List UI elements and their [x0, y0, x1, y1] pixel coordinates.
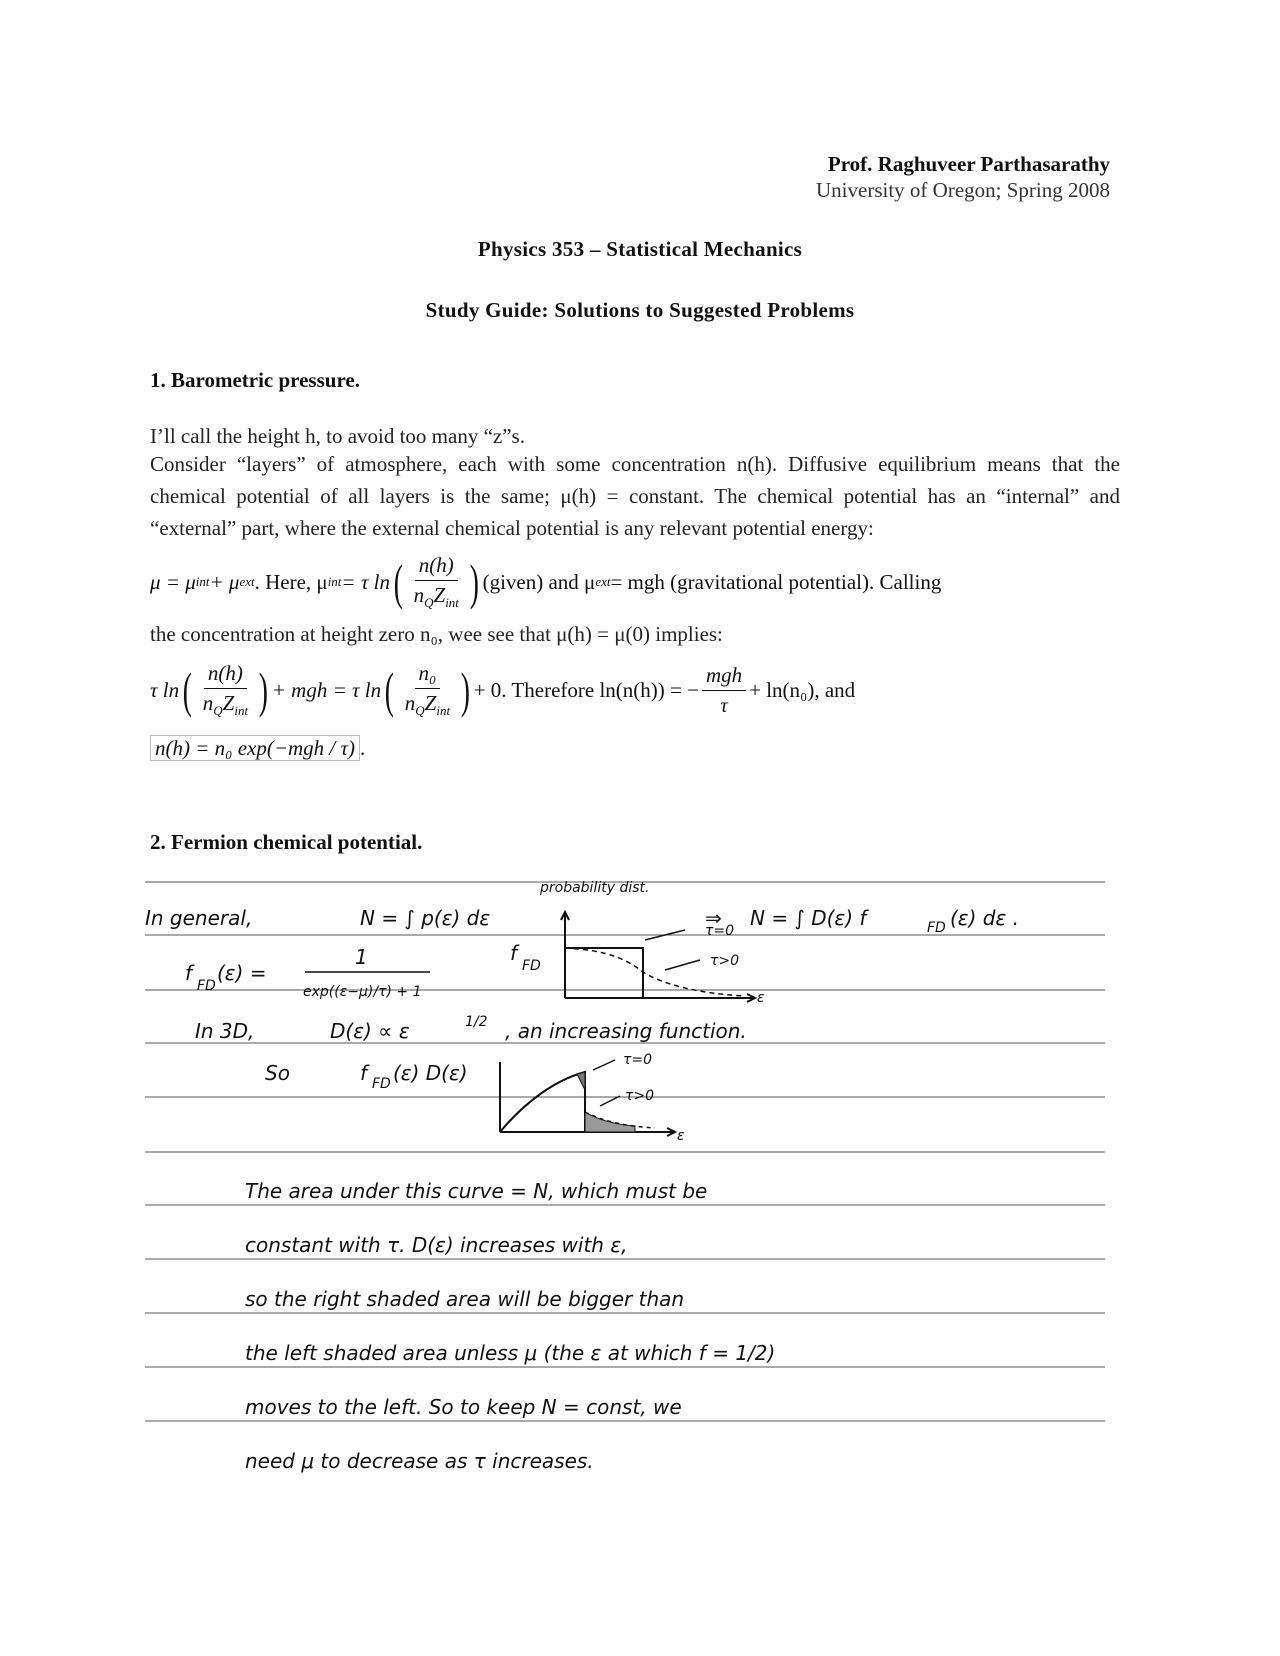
note-line-6: constant with τ. D(ε) increases with ε, [245, 1233, 628, 1257]
fraction-n0-over-nqz [401, 661, 454, 719]
eq1-lhs: μ = μ [150, 569, 196, 594]
note-n-dos-integral: N = ∫ D(ε) f [750, 906, 867, 930]
den2-z: Z [222, 690, 235, 715]
left-paren: ( [393, 554, 403, 610]
den2-q: Q [213, 703, 223, 719]
eq2-end: + ln(n₀), and [749, 677, 856, 702]
note-line-7: so the right shaded area will be bigger than [245, 1287, 685, 1311]
equation-equilibrium [150, 660, 855, 720]
note-graph2-t0: τ=0 [623, 1052, 653, 1068]
den-n: n [413, 582, 425, 607]
eq1-ext-sub-2: ext [595, 574, 611, 589]
den-z: Z [433, 582, 446, 607]
author-name: Prof. Raghuveer Parthasarathy [827, 152, 1110, 176]
note-so: So [265, 1061, 290, 1085]
note-graph1-t0: τ=0 [705, 923, 735, 939]
left-paren-2: ( [182, 662, 193, 718]
eq1-int-sub: int [195, 574, 210, 589]
graph2-pointer-1 [593, 1060, 615, 1070]
note-line-10: need μ to decrease as τ increases. [245, 1449, 594, 1473]
fraction-nh-over-nqz-2 [199, 661, 252, 719]
result-equation [150, 736, 365, 761]
note-half-power: 1/2 [465, 1014, 488, 1030]
section-1-paragraph-3: the concentration at height zero n₀, wee see that μ(h) = μ(0) implies: [150, 622, 723, 646]
section-1-heading: 1. Barometric pressure. [150, 368, 360, 392]
note-graph1-fd-sub: FD [522, 958, 541, 974]
guide-title: Study Guide: Solutions to Suggested Problems [425, 298, 855, 322]
note-in-general: In general, [145, 906, 253, 930]
graph1-pointer-2 [665, 960, 700, 970]
den3-int: int [436, 703, 451, 719]
note-graph2-eps: ε [677, 1128, 685, 1144]
note-line-8: the left shaded area unless μ (the ε at which f = 1/2) [245, 1341, 776, 1365]
graph2-shade-left [577, 1072, 585, 1090]
note-line-9: moves to the left. So to keep N = const, we [245, 1395, 682, 1419]
author-affiliation: University of Oregon; Spring 2008 [816, 178, 1110, 202]
left-paren-3: ( [384, 662, 395, 718]
eq1-given: (given) and μ [482, 569, 596, 594]
result-period: . [360, 736, 366, 760]
fraction4-numerator: mgh [702, 663, 746, 691]
den3-q: Q [415, 703, 425, 719]
fraction3-numerator: n₀ [415, 661, 441, 689]
note-dos-prop: D(ε) ∝ ε [330, 1019, 410, 1043]
note-prod-rest: (ε) D(ε) [393, 1061, 468, 1085]
note-graph1-tpos: τ>0 [710, 953, 740, 969]
note-prod-f: f [360, 1061, 368, 1085]
eq2-plus-mgh: + mgh = τ ln [271, 677, 382, 702]
note-prod-fd-sub: FD [372, 1076, 391, 1092]
note-graph2-tpos: τ>0 [625, 1088, 655, 1104]
eq2-tau-ln: τ ln [150, 677, 180, 702]
result-box: n(h) = n₀ exp(−mgh / τ) [150, 735, 360, 761]
note-frac-num: 1 [355, 945, 368, 969]
eq1-mgh: = mgh (gravitational potential). Calling [610, 569, 942, 594]
graph2-curve-t0 [500, 1072, 585, 1132]
course-title: Physics 353 – Statistical Mechanics [477, 237, 803, 261]
fraction-denominator [410, 581, 463, 611]
right-paren: ) [469, 554, 479, 610]
fraction-numerator: n(h) [415, 553, 458, 581]
note-graph1-eps: ε [757, 990, 765, 1006]
note-increasing: , an increasing function. [505, 1019, 747, 1043]
equation-chemical-potential [150, 552, 941, 612]
den3-z: Z [424, 690, 437, 715]
fraction2-numerator: n(h) [204, 661, 247, 689]
den2-n: n [202, 690, 214, 715]
eq1-ext-sub: ext [239, 574, 255, 589]
den2-int: int [234, 703, 249, 719]
fraction2-denominator [199, 689, 252, 719]
den-q: Q [424, 595, 434, 611]
fraction3-denominator [401, 689, 454, 719]
note-de: (ε) dε . [950, 906, 1019, 930]
note-line-5: The area under this curve = N, which must be [245, 1179, 708, 1203]
note-in-3d: In 3D, [195, 1019, 255, 1043]
eq1-plus: + μ [209, 569, 240, 594]
fraction-mgh-over-tau [702, 663, 746, 718]
note-of-eps: (ε) = [217, 961, 267, 985]
den-int: int [445, 595, 459, 611]
handwritten-notes [145, 880, 1105, 1480]
eq2-plus0: + 0. Therefore ln(n(h)) = − [473, 677, 699, 702]
note-graph1-f: f [510, 941, 518, 965]
eq1-int-sub-2: int [327, 574, 342, 589]
section-1-paragraph-1: I’ll call the height h, to avoid too many “z”s. [150, 424, 525, 448]
den3-n: n [404, 690, 416, 715]
right-paren-2: ) [258, 662, 268, 718]
eq1-tau-ln: = τ ln [341, 569, 390, 594]
note-f: f [185, 961, 193, 985]
note-implies: ⇒ [705, 906, 722, 930]
note-frac-den: exp((ε−μ)/τ) + 1 [303, 984, 422, 1000]
note-n-integral: N = ∫ p(ε) dε [360, 906, 491, 930]
fraction-nh-over-nqz [410, 553, 463, 611]
fraction4-denominator: τ [720, 692, 728, 717]
section-2-heading: 2. Fermion chemical potential. [150, 830, 423, 854]
section-1-paragraph-2: Consider “layers” of atmosphere, each with some concentration n(h). Diffusive equilibrium means that the chemical potential of all layers is the same; μ(h) = constant. The chemical potential has an “internal” and “external” part, where the external chemical potential is any relevant potential energy: [150, 452, 1120, 540]
note-fd-sub-1: FD [927, 920, 946, 936]
eq1-here: . Here, μ [254, 569, 328, 594]
right-paren-3: ) [460, 662, 470, 718]
note-fd-sub-2: FD [197, 978, 216, 994]
note-probability-dist: probability dist. [540, 880, 650, 896]
